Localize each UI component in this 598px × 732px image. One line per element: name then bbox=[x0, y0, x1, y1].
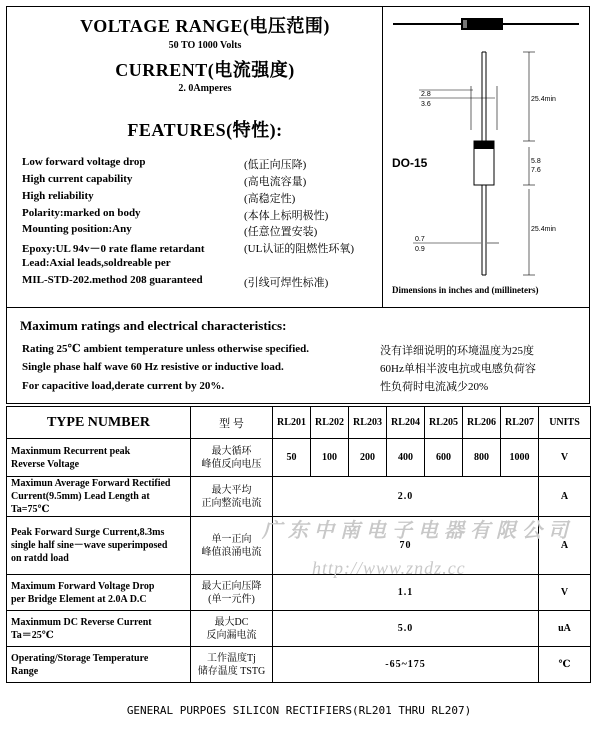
type-number-header: TYPE NUMBER bbox=[7, 407, 191, 439]
feature-cn: (低正向压降) bbox=[244, 159, 307, 171]
units-header: UNITS bbox=[539, 407, 591, 439]
model-header: RL203 bbox=[349, 407, 387, 439]
value-cell: 50 bbox=[273, 439, 311, 477]
model-cn-header: 型 号 bbox=[191, 407, 273, 439]
feature-en: High reliability bbox=[22, 190, 94, 202]
rating-condition-cn: 没有详细说明的环境温度为25度 bbox=[380, 345, 534, 357]
value-cell: -65~175 bbox=[273, 647, 539, 683]
voltage-range-value: 50 TO 1000 Volts bbox=[168, 40, 242, 51]
voltage-range-title: VOLTAGE RANGE(电压范围) bbox=[80, 16, 330, 36]
value-cell: 200 bbox=[349, 439, 387, 477]
parameter-cell: Peak Forward Surge Current,8.3ms single half sine－wave superimposed on ratdd load bbox=[7, 517, 191, 575]
parameter-cell: Maxinmum Recurrent peak Reverse Voltage bbox=[7, 439, 191, 477]
specification-table bbox=[6, 406, 591, 683]
value-cell: 400 bbox=[387, 439, 425, 477]
feature-item bbox=[22, 240, 382, 258]
feature-en: High current capability bbox=[22, 173, 133, 185]
dim-label: 0.7 bbox=[415, 236, 425, 243]
feature-item bbox=[22, 257, 382, 275]
feature-item bbox=[22, 156, 382, 174]
feature-cn: (UL认证的阻燃性环氧) bbox=[244, 243, 354, 255]
value-cell: 600 bbox=[425, 439, 463, 477]
feature-item bbox=[22, 173, 382, 191]
table-row bbox=[7, 611, 591, 647]
unit-cell: A bbox=[539, 517, 591, 575]
feature-en: Mounting position:Any bbox=[22, 223, 132, 235]
feature-en: Lead:Axial leads,soldreable per bbox=[22, 257, 171, 269]
unit-cell: uA bbox=[539, 611, 591, 647]
features-title: FEATURES(特性): bbox=[127, 120, 283, 140]
feature-cn: (引线可焊性标准) bbox=[244, 277, 329, 289]
rating-condition: For capacitive load,derate current by 20%. bbox=[22, 380, 225, 392]
rating-condition-cn: 60Hz单相半波电抗或电感负荷容 bbox=[380, 363, 536, 375]
table-row bbox=[7, 439, 591, 477]
table-row bbox=[7, 647, 591, 683]
unit-cell: V bbox=[539, 439, 591, 477]
url-watermark: http://www.zndz.cc bbox=[312, 558, 466, 578]
parameter-cn-cell: 最大DC 反向漏电流 bbox=[191, 611, 273, 647]
dim-label: 25.4min bbox=[531, 96, 556, 103]
parameter-cell: Operating/Storage Temperature Range bbox=[7, 647, 191, 683]
unit-cell: A bbox=[539, 477, 591, 517]
ratings-title: Maximum ratings and electrical characteristics: bbox=[20, 318, 287, 333]
parameter-cn-cell: 工作温度Tj 储存温度 TSTG bbox=[191, 647, 273, 683]
feature-cn: (任意位置安装) bbox=[244, 226, 318, 238]
current-title: CURRENT(电流强度) bbox=[115, 60, 295, 80]
rating-condition-cn: 性负荷时电流减少20% bbox=[380, 381, 489, 393]
table-row bbox=[7, 575, 591, 611]
package-label: DO-15 bbox=[392, 156, 428, 170]
footer-caption: GENERAL PURPOES SILICON RECTIFIERS(RL201 THRU RL207) bbox=[126, 704, 472, 717]
dim-label: 0.9 bbox=[415, 246, 425, 253]
parameter-cn-cell: 最大正向压降 (单一元件) bbox=[191, 575, 273, 611]
feature-en: Low forward voltage drop bbox=[22, 156, 146, 168]
feature-item bbox=[22, 223, 382, 241]
parameter-cn-cell: 最大平均 正向整流电流 bbox=[191, 477, 273, 517]
feature-item bbox=[22, 190, 382, 208]
parameter-cn-cell: 单一正向 峰值浪涌电流 bbox=[191, 517, 273, 575]
parameter-cn-cell: 最大循环 峰值反向电压 bbox=[191, 439, 273, 477]
model-header: RL204 bbox=[387, 407, 425, 439]
dim-label: 5.8 bbox=[531, 158, 541, 165]
value-cell: 1.1 bbox=[273, 575, 539, 611]
table-header-row bbox=[7, 407, 591, 439]
value-cell: 5.0 bbox=[273, 611, 539, 647]
model-header: RL207 bbox=[501, 407, 539, 439]
unit-cell: ℃ bbox=[539, 647, 591, 683]
rating-condition: Single phase half wave 60 Hz resistive or inductive load. bbox=[22, 361, 284, 373]
model-header: RL206 bbox=[463, 407, 501, 439]
unit-cell: V bbox=[539, 575, 591, 611]
table-row bbox=[7, 477, 591, 517]
parameter-cell: Maximum Forward Voltage Drop per Bridge Element at 2.0A D.C bbox=[7, 575, 191, 611]
dim-label: 3.6 bbox=[421, 101, 431, 108]
feature-item bbox=[22, 274, 382, 292]
value-cell: 2.0 bbox=[273, 477, 539, 517]
company-watermark: 广东中南电子电器有限公司 bbox=[262, 520, 574, 542]
parameter-cell: Maximun Average Forward Rectified Current(9.5mm) Lead Length at Ta=75℃ bbox=[7, 477, 191, 517]
model-header: RL202 bbox=[311, 407, 349, 439]
dimensions-note: Dimensions in inches and (millineters) bbox=[392, 285, 539, 295]
feature-en: Epoxy:UL 94v－0 rate flame retardant bbox=[22, 243, 205, 255]
value-cell: 1000 bbox=[501, 439, 539, 477]
value-cell: 100 bbox=[311, 439, 349, 477]
feature-en: MIL-STD-202.method 208 guaranteed bbox=[22, 274, 203, 286]
dim-label: 7.6 bbox=[531, 167, 541, 174]
diode-top-sketch bbox=[393, 18, 579, 30]
current-value: 2. 0Amperes bbox=[178, 83, 232, 94]
feature-en: Polarity:marked on body bbox=[22, 207, 141, 219]
model-header: RL205 bbox=[425, 407, 463, 439]
dim-label: 25.4min bbox=[531, 226, 556, 233]
model-header: RL201 bbox=[273, 407, 311, 439]
feature-cn: (高稳定性) bbox=[244, 193, 296, 205]
rating-condition: Rating 25℃ ambient temperature unless otherwise specified. bbox=[22, 343, 310, 355]
value-cell: 70 bbox=[273, 517, 539, 575]
parameter-cell: Maxinmum DC Reverse Current Ta＝25℃ bbox=[7, 611, 191, 647]
feature-cn: (高电流容量) bbox=[244, 176, 307, 188]
feature-cn: (本体上标明极性) bbox=[244, 210, 329, 222]
dim-label: 2.8 bbox=[421, 91, 431, 98]
value-cell: 800 bbox=[463, 439, 501, 477]
